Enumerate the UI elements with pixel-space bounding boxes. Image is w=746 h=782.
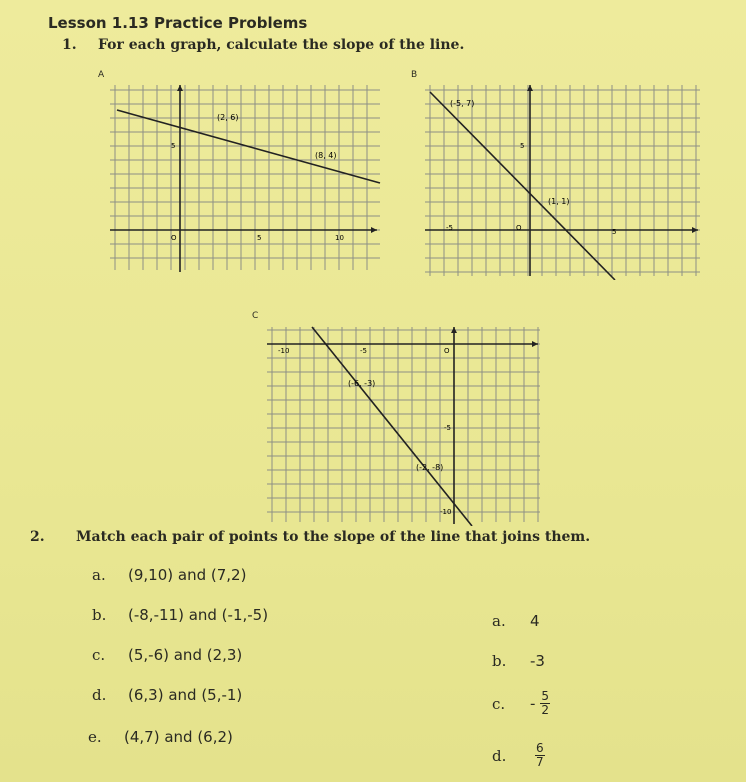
point-label: (8, 4) xyxy=(315,151,337,160)
pair-text: (4,7) and (6,2) xyxy=(124,728,233,746)
answer-b xyxy=(492,652,545,670)
graph-c xyxy=(262,322,548,526)
point-label: (-5, 7) xyxy=(450,99,475,108)
tick-label: 5 xyxy=(520,142,525,150)
tick-label: -5 xyxy=(446,224,453,232)
origin-label: O xyxy=(171,234,177,242)
answer-value: -3 xyxy=(530,652,545,670)
pair-text: (6,3) and (5,-1) xyxy=(128,686,243,704)
question-2 xyxy=(30,529,590,545)
origin-label: O xyxy=(444,347,450,355)
axis-arrows xyxy=(177,85,377,233)
tick-label: -10 xyxy=(440,508,452,516)
answer-letter: a. xyxy=(492,612,506,630)
answer-value: 4 xyxy=(530,612,540,630)
graph-b xyxy=(420,80,702,280)
pair-c xyxy=(92,646,242,664)
answer-a xyxy=(492,612,540,630)
question-number: 1. xyxy=(62,37,77,53)
pair-letter: d. xyxy=(92,686,107,704)
tick-label: 10 xyxy=(335,234,344,242)
pair-text: (9,10) and (7,2) xyxy=(128,566,247,584)
graph-a xyxy=(105,80,385,275)
pair-text: (5,-6) and (2,3) xyxy=(128,646,243,664)
answer-c xyxy=(492,690,550,717)
answer-fraction xyxy=(535,742,545,769)
pair-letter: b. xyxy=(92,606,107,624)
question-text: Match each pair of points to the slope of the line that joins them. xyxy=(76,529,591,545)
pair-b xyxy=(92,606,268,624)
answer-letter: b. xyxy=(492,652,507,670)
fraction-numerator: 5 xyxy=(541,689,550,703)
graph-b-label: B xyxy=(411,70,418,80)
answer-sign: - xyxy=(530,694,536,713)
pair-letter: a. xyxy=(92,566,106,584)
tick-label: 5 xyxy=(171,142,176,150)
point-label: (1, 1) xyxy=(548,197,570,206)
pair-a xyxy=(92,566,246,584)
pair-e xyxy=(88,728,233,746)
fraction-denominator: 2 xyxy=(541,703,550,717)
origin-label: O xyxy=(516,224,522,232)
pair-text: (-8,-11) and (-1,-5) xyxy=(128,606,269,624)
tick-label: -10 xyxy=(278,347,290,355)
answer-d xyxy=(492,742,545,769)
point-label: (-2, -8) xyxy=(416,463,444,472)
answer-fraction xyxy=(540,690,550,717)
pair-letter: e. xyxy=(88,728,102,746)
question-number: 2. xyxy=(30,529,45,545)
tick-label: 5 xyxy=(612,228,617,236)
tick-label: -5 xyxy=(444,424,451,432)
answer-letter: c. xyxy=(492,694,506,713)
tick-label: -5 xyxy=(360,347,367,355)
fraction-numerator: 6 xyxy=(535,741,544,755)
fraction-denominator: 7 xyxy=(535,755,544,769)
graph-c-label: C xyxy=(252,311,259,321)
point-label: (2, 6) xyxy=(217,113,239,122)
tick-label: 5 xyxy=(257,234,262,242)
question-text: For each graph, calculate the slope of the line. xyxy=(98,37,465,53)
graph-a-label: A xyxy=(98,70,105,80)
question-1 xyxy=(62,37,464,53)
answer-letter: d. xyxy=(492,746,507,765)
pair-d xyxy=(92,686,242,704)
pair-letter: c. xyxy=(92,646,106,664)
lesson-title: Lesson 1.13 Practice Problems xyxy=(48,14,308,32)
point-label: (-6, -3) xyxy=(348,379,376,388)
